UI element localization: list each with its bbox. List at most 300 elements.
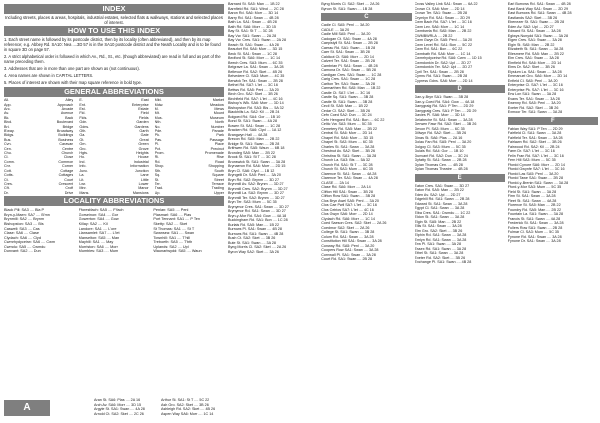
locality-entry: Uplands: SA2 .... Upl (153, 244, 189, 249)
abbreviation-short: All. (4, 98, 10, 103)
index-entry: Fynone Rd. SA1: Swan .... 3A 28 (507, 234, 562, 239)
index-entry: Edgehill Rd. SA1: Swan .... 2B 28 (414, 197, 470, 201)
index-column (415, 2, 505, 421)
index-entry: Burrows Rd. SA1: Swan .... 4B 28 (228, 231, 284, 236)
index-entry: Bryn Ter. SA3: Mum .... 5C 35 (228, 200, 277, 204)
index-entry: Byng Morris Cl. SA2: Sket .... 2A 26 (228, 245, 287, 249)
index-entry: Barnard St. SA5: Man .... 1B 22 (228, 2, 280, 6)
abbreviation-short: Blvd. (4, 120, 13, 125)
index-entry: Bishopston Rd. SA3: Bis .... 5A 32 (228, 105, 284, 110)
abbreviation-full: Alley (65, 98, 74, 103)
index-column (508, 2, 598, 421)
howto-section (4, 37, 224, 85)
index-entry: Cefn Coed SA2: Dun .... 3C 24 (321, 113, 372, 117)
locality-column (79, 208, 150, 254)
index-entry: Ash Gro. SA2: Sket .... 3B 26 (161, 402, 209, 407)
index-entry: Danygraig Rd. SA1: P Ten .... 2D 29 (414, 104, 474, 108)
locality-entry: Clase: SA6 .... Clase (4, 231, 40, 236)
index-entry: Emmanuel Gro. SA6: Morr .... 2D 14 (507, 74, 568, 78)
index-entry: Fairfield Ter. SA1: Swan .... 3A 28 (507, 135, 563, 140)
index-entry: Fairwood Rd. SA2: Kil .... 2B 24 (507, 144, 560, 149)
abbreviation-full: Museum (209, 115, 224, 120)
index-entry: Brecon Rd. SA5: Man .... 2B 22 (228, 137, 280, 141)
abbreviation-full: Industrial (133, 159, 149, 164)
index-entry: Beech Cres. SA3: Mum .... 6C 35 (228, 60, 283, 65)
abbreviation-short: Gdn. (79, 120, 88, 125)
abbreviation-short: Sth. (154, 168, 162, 173)
index-entry: Castle Ct. SA7: L'let .... 3C 16 (321, 90, 371, 95)
abbreviation-short: Flds. (79, 115, 88, 120)
index-entry: Arch Av. SA6: Morr .... 3D 15 (94, 402, 141, 407)
index-entry: Argyle St. SA1: Swan .... 4A 28 (94, 407, 145, 411)
locality-entry: Bishopston: SA3 .... Bis (4, 221, 44, 226)
index-entry: Francis St. SA1: Swan .... 4A 28 (507, 216, 561, 221)
index-entry: Foundry Rd. SA5: Man .... 2B 22 (507, 207, 562, 212)
abbreviation-full: Trading (211, 186, 224, 191)
abbreviation-full: Little (140, 177, 149, 182)
abbreviation-full: Great (139, 137, 149, 142)
index-entry: Ffordd-y-Brenin SA1: Swan .... 3A 28 (507, 180, 569, 185)
index-entry: Elms Dr. SA2: Sket .... 3B 26 (507, 65, 555, 69)
locality-entry: Morriston: SA6 .... Morr (78, 244, 118, 249)
howto-item: 4. Area names are shown in CAPITAL LETTERS. (4, 73, 94, 79)
index-entry: Dylan Thomas Cen. .... 4B 28 (414, 162, 463, 167)
locality-entry: Clydach: SA6 .... Clyd (4, 235, 41, 240)
index-entry: Elizabeth St. SA1: Swan .... 3A 28 (507, 47, 564, 51)
index-entry: Bowen St. SA1: Swan .... 1C 28 (228, 123, 281, 128)
index-entry: Cadle Mill SA5: Penl .... 3A 20 (321, 32, 371, 36)
abbreviation-short: Cnr. (4, 164, 11, 169)
locality-entry: Manselton: SA5 .... Man (78, 235, 120, 240)
index-entry: Belgrave La. SA1: Swan .... 3A 28 (228, 65, 284, 69)
index-entry: Clydach Rd. SA6: Morr .... 1C 14 (321, 216, 375, 221)
index-entry: Elysium La. SA1: Swan .... 3A 28 (507, 69, 562, 74)
locality-entry: Gowerton: SA4 .... Gow (78, 217, 119, 222)
abbreviation-short: Ter. (154, 181, 161, 186)
index-entry: Birchfield Rd. SA7: L'let .... 4C 16 (228, 96, 283, 101)
index-entry: Danygraig Cres. SA1: P Ten .... 2D 29 (414, 108, 477, 113)
abbreviation-full: Church (61, 151, 74, 156)
index-entry: Elgin St. SA5: Man .... 2B 22 (507, 42, 555, 47)
locality-entry: Cwmdu: SA5 .... Cwmdu (4, 244, 46, 249)
index-entry: Delabeche St. SA1: Swan .... 3A 28 (414, 117, 473, 122)
index-entry: Clarence St. SA1: Swan .... 4A 28 (321, 171, 377, 176)
index-entry: Eastlands SA2: Sket .... 3B 26 (507, 15, 558, 20)
locality-entry: Cwmrhydyceirw: SA6 .... Cwm (4, 240, 56, 245)
index-entry: Bishop's Wlk. SA6: Morr .... 3D 14 (228, 101, 284, 105)
index-entry: Ffordd Gwynfe SA7: L'let .... 3C 16 (507, 167, 565, 171)
abbreviation-full: Common (58, 159, 74, 164)
index-entry: Church Rd. SA1: St T .... 3C 28 (321, 162, 373, 167)
index-entry: Ashleigh Rd. SA2: Sket .... 4B 26 (161, 407, 216, 411)
index-entry: Caer St. SA1: Swan .... 3B 28 (321, 50, 370, 54)
index-entry: Dunvant Rd. SA2: Dun .... 3C 24 (414, 153, 468, 158)
abbreviation-short: Ct. (4, 177, 9, 182)
index-entry: Eaton Rd. SA5: Man .... 2B 22 (414, 188, 464, 192)
index-entry: Dolgoy Cl. SA3: Mum .... 5C 35 (414, 144, 466, 149)
index-entry: Brondeg SA5: Man .... 2B 22 (228, 150, 275, 155)
abbreviation-short: Mt. (154, 111, 160, 116)
index-entry: Elm Gro. SA2: Sket .... 3B 26 (414, 228, 463, 233)
index-entry: Brunswick St. SA1: Swan .... 3A 28 (228, 159, 286, 164)
abbreviation-full: Street (214, 177, 224, 182)
index-entry: Cwmbath Rd. SA6: Morr .... 1C 14 (414, 51, 471, 56)
locality-entry: Port Tennant: SA1 .... P Ten (153, 217, 200, 222)
abbreviation-full: Precinct (210, 146, 224, 151)
index-entry: Exmoor Ter. SA1: Swan .... 3A 28 (507, 110, 563, 114)
index-entry: Ellesmere Rd. SA5: Man .... 2B 22 (507, 51, 564, 56)
index-entry: Eigen Cres. SA1: Swan .... 3A 28 (507, 38, 562, 42)
abbreviation-full: Bridge (62, 124, 74, 129)
abbreviation-full: Avenue (60, 111, 74, 116)
abbreviation-full: Grove (138, 146, 149, 151)
abbreviation-full: Centre (62, 146, 74, 151)
index-entry: Celtic Vw. SA3: Mum .... 5C 35 (321, 122, 372, 126)
index-entry: Bryn-y-Mor Rd. SA4: Gow .... 4A 18 (228, 213, 287, 218)
index-entry: College St. SA1: Swan .... 3B 28 (321, 230, 375, 234)
abbreviation-full: Shopping (208, 164, 224, 169)
index-entry: Bellevue Rd. SA2: Sket .... 4B 26 (228, 69, 283, 74)
index-entry: Elba Cres. SA1: Cwmdu .... 1C 22 (414, 210, 471, 215)
index-entry: Cyril Ter. SA1: Swan .... 2B 28 (414, 69, 464, 74)
index-entry: Cwm Bach Rd. SA7: L'let .... 3C 16 (414, 20, 472, 24)
general-abbreviations-heading: GENERAL ABBREVIATIONS (4, 87, 224, 97)
letter-divider: C (321, 13, 411, 21)
abbreviation-short: No. (154, 124, 161, 129)
abbreviation-short: Mkt. (154, 98, 162, 103)
index-entry: Clifton Row SA1: Swan .... 3B 28 (321, 194, 376, 198)
locality-entry: Fforestfach: SA5 .... F'fach (78, 208, 124, 213)
index-entry: Ellis St. SA1: Swan .... 3A 28 (414, 224, 462, 228)
index-entry: CADLE .... 3A 20 (321, 27, 350, 32)
index-entry: Clos Cae Pwll SA7: L'let .... 3C 16 (321, 203, 377, 207)
index-entry: Florence St. SA5: Man .... 2B 22 (507, 203, 561, 207)
index-entry: Caepistyll St. SA1: Swan .... 2B 28 (321, 41, 378, 45)
index-entry: Charles St. SA1: Swan .... 3A 28 (321, 144, 375, 149)
index-entry: Brynymor Rd. SA1: Swan .... 3D 27 (228, 209, 286, 213)
locality-abbreviations-heading: LOCALITY ABBREVIATIONS (4, 196, 224, 206)
index-entry: Eglwys Nunydd SA1: Swan .... 3A 28 (507, 33, 569, 38)
abbreviation-short: App. (4, 102, 12, 107)
abbreviation-full: Lane (140, 173, 149, 178)
index-entry: Beach St. SA1: Swan .... 4A 28 (228, 42, 279, 47)
locality-entry: Llansamlet: SA7 .... L'let (78, 231, 120, 236)
index-entry: Beck St. SA1: Swan .... 1C 28 (228, 51, 277, 56)
index-entry: Byron Way SA2: Sket .... 3A 26 (228, 249, 279, 254)
abbreviation-full: Field (140, 111, 149, 116)
index-entry: Essex Rd. SA1: Swan .... 3A 28 (414, 246, 467, 251)
abbreviation-short: Bldgs. (4, 133, 15, 138)
abbreviation-short: La. (79, 173, 85, 178)
howto-item: 2. A strict alphabetical order is followed in which Av., Rd., St., etc. (though abbreviated) are read in full and as part of the name preceding them. (4, 54, 221, 65)
street-index-columns (228, 2, 598, 421)
abbreviation-full: Mount (213, 111, 224, 116)
index-entry: Central St. SA6: Morr .... 2D 14 (321, 131, 373, 135)
locality-entry: Gorseinon: SA4 .... Gor (78, 212, 119, 217)
locality-entry: Landore: SA1 .... L'ore (78, 226, 117, 231)
abbreviation-full: Square (212, 173, 224, 178)
index-entry: Bute St. SA1: Swan .... 3A 28 (228, 240, 276, 245)
index-entry: Ebenezer St. SA1: Swan .... 2B 28 (507, 20, 565, 24)
index-entry: Enfield Cl. SA5: Penl .... 3A 20 (507, 78, 558, 83)
index-entry: Barry Rd. SA1: Swan .... 4B 28 (228, 15, 279, 20)
locality-entry: Killay: SA2 .... Kil (78, 221, 108, 226)
index-entry: Crown Ct. SA6: Morr .... 2D 14 (414, 6, 465, 11)
abbreviation-short: Fld. (79, 111, 86, 116)
abbreviation-short: Gro. (79, 146, 87, 151)
index-entry: Bettws Rd. SA5: Penl .... 3A 20 (228, 87, 279, 92)
index-entry: Castle St. SA1: Swan .... 3B 28 (321, 99, 373, 104)
index-entry: Elm Cres. SA1: Swan .... 3A 28 (507, 56, 559, 60)
index-entry: Carlton Ter. SA1: Swan .... 3A 28 (321, 81, 375, 86)
index-entry: East Burrows Rd. SA1: Swan .... 4B 28 (507, 11, 572, 15)
index-entry: Fairfield Cl. SA1: Swan .... 3A 28 (507, 131, 562, 135)
index-entry: Cardigan Cres. SA1: Swan .... 1C 28 (321, 72, 382, 77)
abbreviation-short: Sq. (154, 173, 161, 178)
index-entry: Burrows Pl. SA1: Swan .... 4B 28 (228, 227, 282, 231)
index-entry: Church La. SA3: Bis .... 5A 32 (321, 158, 371, 162)
index-entry: Dylan Thomas Theatre .... 4B 28 (414, 167, 468, 171)
index-entry: Cwm Gwyn Dr. SA5: Penl .... 3A 20 (414, 38, 473, 42)
index-entry: Cwmbwrla Rd. SA5: Man .... 2B 22 (414, 29, 472, 33)
abbreviation-full: Broadway (56, 129, 74, 134)
index-heading: INDEX (4, 4, 224, 14)
index-entry: Bay Vw. SA1: Swan .... 2A 28 (228, 33, 277, 38)
locality-entry: Townhill: SA1 .... T'hill (153, 235, 191, 240)
index-entry: Court Rd. SA1: Swan .... 2B 28 (321, 257, 373, 261)
index-entry: Brynmill Ter. SA2: Brynm .... 3D 27 (228, 195, 285, 200)
abbreviation-full: Passage (209, 137, 224, 142)
locality-entry: Mayhill: SA1 .... May (78, 240, 114, 245)
index-entry: Exeter Rd. SA2: Sket .... 3B 26 (507, 105, 559, 110)
index-entry: Cwmdonkin Ter. SA2: Upl .... 2D 27 (414, 65, 473, 69)
index-entry: Berwick Ter. SA1: Swan .... 2B 28 (228, 78, 283, 83)
abbreviation-full: Mansions (132, 190, 149, 195)
abbreviation-short: Prom. (154, 151, 165, 156)
abbreviation-short: St. (154, 177, 160, 182)
abbreviation-short: Bri. (4, 124, 10, 129)
index-entry: Caldicot Ct. SA6: Morr .... 2D 14 (321, 54, 374, 59)
abbreviation-full: Gardens (134, 124, 149, 129)
index-entry: Clos Ceirios SA7: L'let .... 4C 16 (321, 207, 374, 212)
index-entry: Bath Rd. SA6: Morr .... 3D 15 (228, 24, 276, 29)
abbreviation-short: Ent. (79, 102, 86, 107)
abbreviation-full: Croft (65, 186, 74, 191)
abbreviation-full: Gate (140, 133, 149, 138)
abbreviation-short: Cen. (4, 146, 12, 151)
abbreviation-full: Parade (212, 129, 224, 134)
index-entry: Brithwen Rd. SA5: Waun .... 6B 18 (228, 146, 285, 150)
abbreviation-column (79, 98, 148, 195)
abbreviation-short: Gt. (79, 137, 85, 142)
index-entry: Constitution Hill SA1: Swan .... 3A 28 (321, 239, 382, 243)
abbreviation-short: B'way. (4, 129, 15, 134)
index-entry: Brynmill Av. SA2: Brynm .... 3D 27 (228, 182, 284, 186)
abbreviation-short: Ind. (79, 159, 86, 164)
index-entry: Bryngelli Dr. SA5: Penl .... 3A 20 (228, 173, 281, 177)
index-entry: Cwm Level Rd. SA1: Bon .... 5C 22 (414, 42, 473, 47)
index-entry: Devon Pl. SA3: Mum .... 6C 35 (414, 126, 465, 131)
index-entry: Bedford St. SA6: Morr .... 1C 14 (228, 56, 281, 60)
index-entry: Elmfield Rd. SA6: Morr .... 2D 14 (507, 60, 562, 65)
index-entry: Fern Hill SA3: Mum .... 5C 35 (507, 158, 556, 162)
index-entry: Fabian Way SA1: P Ten .... 2D 29 (507, 126, 563, 131)
index-entry: Fulmar Cl. SA3: Mum .... 5C 35 (507, 230, 559, 234)
index-entry: Earl Burrows Rd. SA1: Swan .... 4B 28 (507, 2, 571, 6)
index-entry: Coopers Row SA1: Swan .... 3A 28 (321, 248, 379, 252)
index-entry: Ffordd Las SA5: Penl .... 3A 20 (507, 171, 559, 176)
abbreviation-short: Hgts. (79, 151, 88, 156)
abbreviation-full: Estate (138, 107, 149, 111)
index-entry: Clos Bryn Awel SA5: Penl .... 3A 20 (321, 198, 379, 203)
index-entry: Cymru Rd. SA1: Swan .... 2B 28 (414, 74, 468, 78)
index-entry: Baron Rd. SA6: Morr .... 3D 14 (228, 11, 279, 15)
locality-entry: Swansea: SA1 .... Swan (153, 231, 195, 236)
index-entry: Cadogan Ct. SA1: Swan .... 4A 28 (321, 36, 377, 41)
locality-entry: Waunarlwydd: SA5 .... Waun (153, 249, 202, 254)
index-entry: Brynmill Cres. SA2: Brynm .... 3D 27 (228, 186, 288, 191)
abbreviation-short: Ho. (79, 155, 86, 160)
abbreviation-column (4, 98, 73, 195)
index-entry: Erw Lon SA1: Swan .... 3A 28 (507, 92, 557, 96)
index-entry: Ewenny Rd. SA5: Penl .... 3A 20 (507, 101, 561, 105)
index-entry: Davies Pl. SA6: Morr .... 3D 14 (414, 113, 465, 117)
index-entry: Beaufort Rd. SA6: Morr .... 3D 15 (228, 47, 283, 51)
index-entry: Aspen Way SA6: Morr .... 1C 14 (161, 411, 214, 416)
abbreviation-short: Nth. (154, 120, 162, 125)
index-entry: Castle Sq. SA1: Swan .... 3B 28 (321, 95, 374, 99)
abbreviation-short: Comn. (4, 159, 15, 164)
abbreviation-short: Bus. (4, 137, 12, 142)
abbreviation-full: Information (130, 164, 149, 169)
locality-abbreviations-table (4, 208, 224, 254)
abbreviation-short: Pk. (154, 133, 160, 138)
index-entry: Bay Vw. Cres. SA1: Swan .... 2A 28 (228, 38, 287, 42)
abbreviation-full: Caravan (59, 142, 74, 147)
abbreviation-full: Junction (134, 168, 149, 173)
index-entry: Brynymor Cres. SA1: Swan .... 3D 27 (228, 204, 289, 209)
index-entry: Chapel Rd. SA6: Morr .... 3D 15 (321, 135, 374, 140)
index-entry: Enterprise Cl. SA7: L'let .... 3C 16 (507, 83, 563, 87)
abbreviation-short: Junc. (79, 168, 89, 173)
abbreviation-full: Cottage (60, 168, 74, 173)
index-entry: CWMBWRLA .... 2B 22 (414, 33, 453, 38)
index-entry: Fynone Dr. SA1: Swan .... 3A 28 (507, 239, 561, 243)
abbreviation-column (155, 98, 224, 195)
index-column (228, 2, 318, 421)
abbreviation-short: Mdw. (154, 102, 164, 107)
index-entry: Cwm Rd. SA1: Bon .... 6C 22 (414, 47, 463, 51)
index-entry: Blackhills La. SA2: Kil .... 2B 24 (228, 110, 280, 114)
locality-entry: Caswell: SA3 .... Cas (4, 226, 40, 231)
abbreviation-short: Grn. (79, 142, 87, 147)
abbreviation-full: Garden (136, 120, 149, 125)
index-entry: Ethel St. SA1: Swan .... 3A 28 (414, 251, 464, 255)
abbreviation-short: Mus. (154, 115, 163, 120)
abbreviation-full: Enterprise (131, 102, 149, 107)
index-entry: Dan-y-Coed Rd. SA4: Gow .... 4A 18 (414, 99, 475, 104)
abbreviation-short: Lit. (79, 177, 85, 182)
abbreviation-row (79, 191, 148, 195)
index-entry: Caerau Rd. SA1: Swan .... 1B 28 (321, 45, 376, 50)
locality-entry: Black Pill: SA3 .... Bla P (4, 208, 45, 213)
howto-item: 3. Addresses that are in more than one part are shown as (not continuous). (4, 66, 140, 72)
abbreviation-full: Close (63, 155, 74, 160)
abbreviation-short: Lwr. (79, 181, 87, 186)
index-entry: Byng Morris Cl. SA2: Sket .... 2A 26 (321, 2, 380, 6)
index-intro: Including streets, places & areas, hospitals, industrial estates, selected flats & walkways, stations and selected places of interest. (5, 15, 223, 26)
abbreviation-full: South (214, 168, 224, 173)
abbreviation-short: E. (79, 98, 83, 103)
index-entry: Dinas St. SA6: Plas .... 2A 16 (414, 135, 463, 140)
abbreviation-full: Court (64, 177, 74, 182)
locality-entry: Penlan: SA5 .... Penl (153, 208, 189, 213)
index-entry: Dolau Fan Rd. SA5: Penl .... 3A 20 (414, 140, 472, 144)
locality-entry: Treboeth: SA5 .... T'bth (153, 240, 193, 245)
index-entry: Elgin St. SA5: Man .... 2B 22 (414, 219, 462, 224)
section-letter: A (4, 400, 50, 416)
abbreviation-short: Pct. (154, 146, 162, 151)
index-entry: Aran St. SA6: Plas .... 2A 16 (94, 398, 141, 402)
index-entry: Cemetery Rd. SA5: Man .... 2B 22 (321, 126, 377, 131)
abbreviation-short: Pde. (154, 129, 163, 134)
locality-entry: Bryn-y-Maen: SA7 .... B'mn (4, 212, 50, 217)
abbreviation-short: Arc. (4, 107, 11, 111)
abbreviation-short: Pas. (154, 137, 163, 142)
index-entry: Christina St. SA1: Swan .... 3A 28 (321, 153, 377, 158)
index-entry: Arthur St. SA1: St T .... 5C 22 (161, 398, 210, 402)
abbreviation-short: Ga. (79, 133, 86, 138)
general-abbreviations-table (4, 98, 224, 195)
abbreviation-short: Info. (79, 164, 87, 169)
index-entry: Calvert Ter. SA1: Swan .... 2B 28 (321, 59, 375, 63)
index-entry: Ffordd Tawe SA1: Swan .... 2B 28 (507, 176, 564, 180)
index-entry: Belvedere Cl. SA3: Mum .... 4C 35 (228, 74, 285, 78)
index-entry: Clarence Ter. SA1: Swan .... 4A 28 (321, 176, 378, 180)
index-entry: Elphin Rd. SA1: Swan .... 3A 28 (414, 233, 467, 237)
abbreviation-full: Mews (214, 107, 224, 111)
index-entry: Edward St. SA1: Swan .... 3A 28 (507, 29, 561, 33)
howto-heading: HOW TO USE THIS INDEX (4, 26, 224, 36)
index-entry: Firm St. SA1: Swan .... 3A 28 (507, 194, 556, 198)
index-entry: Frederick St. SA1: Swan .... 3A 28 (507, 221, 564, 225)
locality-column (153, 208, 224, 254)
index-entry: Enterprise Pk. SA7: L'let .... 3C 16 (507, 87, 564, 92)
abbreviation-short: Chu. (4, 151, 12, 156)
abbreviation-full: Boulevard (56, 120, 74, 125)
letter-divider: D (415, 85, 505, 93)
abbreviation-short: Shop. (154, 164, 165, 169)
index-entry: Carig Cres. SA1: Swan .... 1C 28 (321, 77, 376, 81)
locality-entry: Brynmill: SA2 .... Brynm (4, 217, 45, 222)
index-entry: Bryn Rd. SA2: Brynm .... 3D 27 (228, 177, 280, 182)
abbreviation-short: Cvn. (4, 142, 12, 147)
index-entry: Arnold Ct. SA2: Sket .... 2C 26 (94, 411, 144, 416)
abbreviation-full: Upper (213, 190, 224, 195)
abbreviation-full: House (137, 155, 149, 160)
locality-column (4, 208, 75, 254)
abbreviation-short: Gth. (79, 129, 87, 134)
index-entry: Chestnut Av. SA2: Sket .... 3B 26 (321, 149, 376, 153)
abbreviation-short: Cft. (4, 186, 10, 191)
index-entry: Dillwyn Rd. SA2: Sket .... 3B 26 (414, 131, 467, 135)
index-entry: Coed Saeson Cres. SA2: Sket .... 2A 26 (321, 221, 387, 225)
left-panel (4, 3, 224, 254)
abbreviation-short: M. (154, 107, 159, 111)
index-column (321, 2, 411, 421)
index-entry: Cwmdonkin Dr. SA2: Upl .... 2D 27 (414, 60, 472, 65)
index-entry: Bolgoed Rd. SA4: Gor .... 1B 10 (228, 114, 281, 119)
